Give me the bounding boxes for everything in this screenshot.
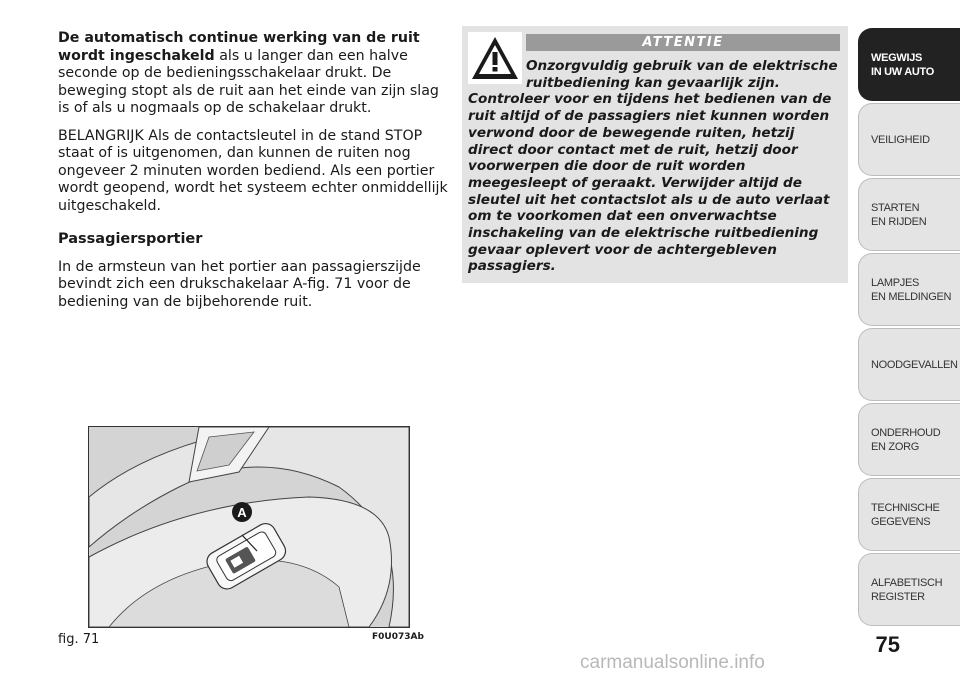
tab-lampjes[interactable]: LAMPJES EN MELDINGEN xyxy=(858,253,960,326)
watermark-text: carmanualsonline.info xyxy=(580,652,765,673)
page-number: 75 xyxy=(875,632,900,657)
callout-label-a: A xyxy=(237,505,247,520)
door-armrest-illustration xyxy=(89,427,409,627)
paragraph-passenger-door: In de armsteun van het portier aan passagierszijde bevindt zich een drukschakelaar A-fig. 71 voor de bediening van de bijbehorende ruit. xyxy=(58,258,421,310)
figure-caption: fig. 71 xyxy=(58,632,100,647)
tab-veiligheid[interactable]: VEILIGHEID xyxy=(858,103,960,176)
warning-title: ATTENTIE xyxy=(526,34,840,51)
warning-box xyxy=(462,26,848,283)
paragraph-important: BELANGRIJK Als de contactsleutel in de stand STOP staat of is uitgenomen, dan kunnen de ruiten nog ongeveer 2 minuten worden bediend. Als een portier wordt geopend, wordt het systeem echter onmiddellijk uitgeschakeld. xyxy=(58,127,448,214)
figure-code: F0U073Ab xyxy=(372,632,424,642)
tab-wegwijs[interactable]: WEGWIJS IN UW AUTO xyxy=(858,28,960,101)
tab-onderhoud[interactable]: ONDERHOUD EN ZORG xyxy=(858,403,960,476)
tab-technische[interactable]: TECHNISCHE GEGEVENS xyxy=(858,478,960,551)
warning-line-second: ruitbediening kan gevaarlijk zijn. xyxy=(526,74,780,91)
warning-text xyxy=(468,58,842,275)
paragraph-bold-lead: De automatisch continue werking van de ruit wordt ingeschakeld xyxy=(58,30,420,64)
tab-alfabetisch[interactable]: ALFABETISCH REGISTER xyxy=(858,553,960,626)
tab-noodgevallen[interactable]: NOODGEVALLEN xyxy=(858,328,960,401)
warning-body: Controleer voor en tijdens het bedienen van de ruit altijd of de passagiers niet kunnen worden verwond door de bewegende ruiten, hetzij direct door contact met de ruit, hetzij door voorwerpen die door de ruit worden meegesleept of geraakt. Verwijder altijd de sleutel uit het contactslot als u de auto verlaat om te voorkomen dat een onverwachtse inschakeling van de elektrische ruitbediening gevaar oplevert voor de achtergebleven passagiers. xyxy=(468,91,832,275)
main-text-column xyxy=(58,30,450,321)
paragraph-rest: als u langer dan een halve seconde op de bedieningsschakelaar drukt. De beweging stopt als de ruit aan het einde van zijn slag is of als u nogmaals op de schakelaar drukt. xyxy=(58,47,439,116)
warning-line-first: Onzorgvuldig gebruik van de elektrische xyxy=(526,58,838,74)
chapter-tabs xyxy=(858,28,960,628)
tab-starten[interactable]: STARTEN EN RIJDEN xyxy=(858,178,960,251)
section-heading: Passagiersportier xyxy=(58,231,203,247)
figure-door-switch xyxy=(88,426,410,628)
paragraph-auto-continuous xyxy=(58,30,450,118)
